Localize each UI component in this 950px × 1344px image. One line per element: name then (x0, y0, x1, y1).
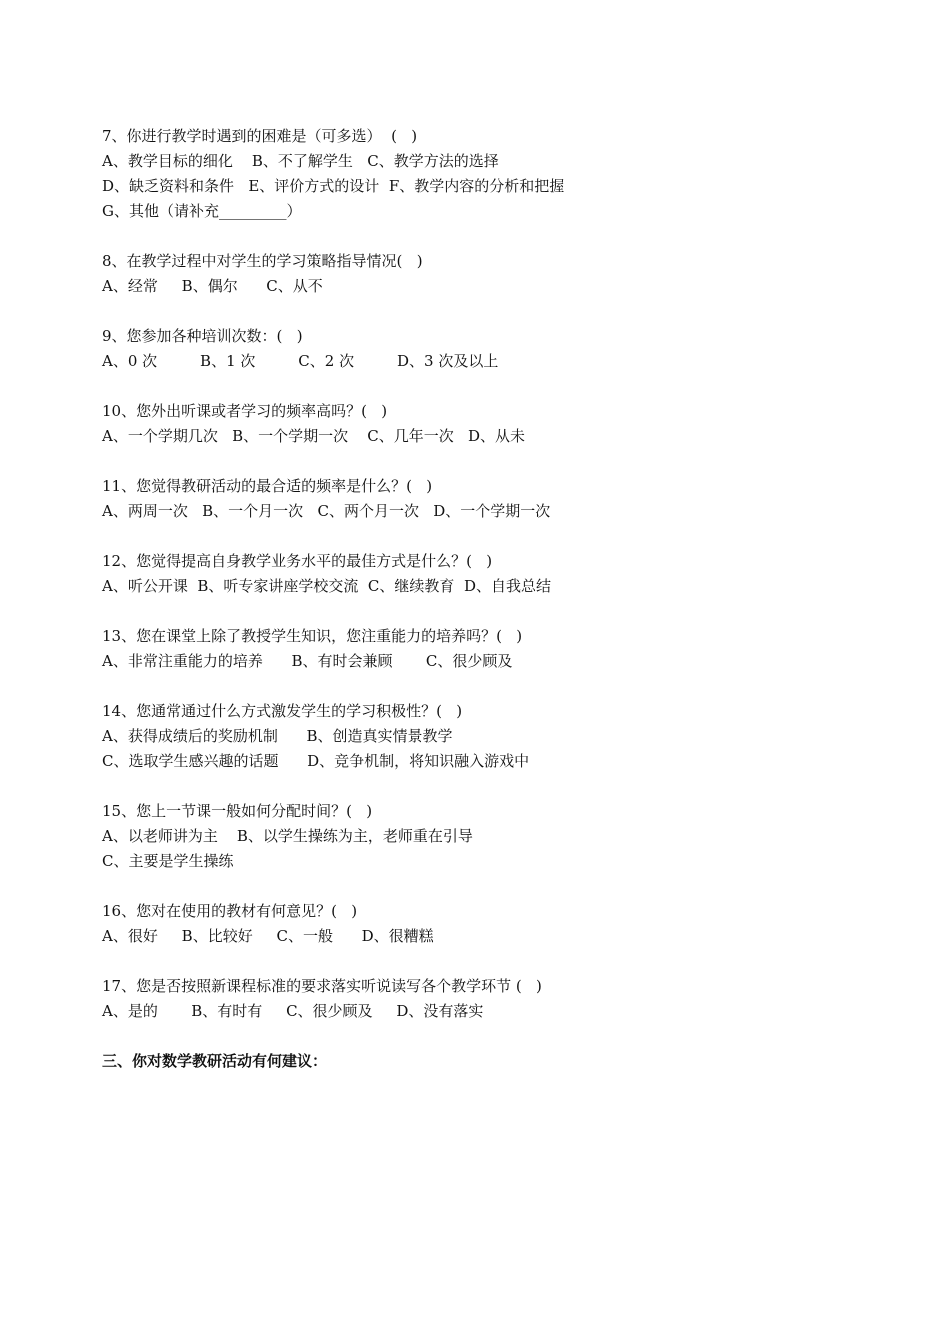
option-line: G、其他（请补充_________） (102, 202, 302, 220)
question-text: 14、您通常通过什么方式激发学生的学习积极性？( ) (102, 702, 463, 720)
question-text: 7、你进行教学时遇到的困难是（可多选） ( ) (102, 127, 418, 145)
option-line: A、两周一次 B、一个月一次 C、两个月一次 D、一个学期一次 (102, 502, 551, 520)
question-text: 10、您外出听课或者学习的频率高吗？( ) (102, 402, 388, 420)
option-line: A、非常注重能力的培养 B、有时会兼顾 C、很少顾及 (102, 652, 513, 670)
option-line: A、教学目标的细化 B、不了解学生 C、教学方法的选择 (102, 152, 499, 170)
question-9 (102, 324, 902, 374)
question-text: 9、您参加各种培训次数：( ) (102, 327, 303, 345)
question-text: 16、您对在使用的教材有何意见？( ) (102, 902, 358, 920)
option-line: A、获得成绩后的奖励机制 B、创造真实情景教学 (102, 727, 453, 745)
option-line: A、很好 B、比较好 C、一般 D、很糟糕 (102, 927, 434, 945)
option-line: A、经常 B、偶尔 C、从不 (102, 277, 323, 295)
question-16 (102, 899, 902, 949)
question-11 (102, 474, 902, 524)
questionnaire-page (102, 124, 902, 1074)
option-line: A、0 次 B、1 次 C、2 次 D、3 次及以上 (102, 352, 499, 370)
question-13 (102, 624, 902, 674)
question-10 (102, 399, 902, 449)
question-7 (102, 124, 902, 224)
option-line: C、选取学生感兴趣的话题 D、竞争机制，将知识融入游戏中 (102, 752, 530, 770)
option-line: A、以老师讲为主 B、以学生操练为主，老师重在引导 (102, 827, 473, 845)
question-text: 15、您上一节课一般如何分配时间？( ) (102, 802, 373, 820)
question-text: 13、您在课堂上除了教授学生知识，您注重能力的培养吗？( ) (102, 627, 523, 645)
question-15 (102, 799, 902, 874)
question-text: 17、您是否按照新课程标准的要求落实听说读写各个教学环节 ( ) (102, 977, 542, 995)
question-14 (102, 699, 902, 774)
question-17 (102, 974, 902, 1024)
option-line: A、一个学期几次 B、一个学期一次 C、几年一次 D、从未 (102, 427, 526, 445)
question-8 (102, 249, 902, 299)
option-line: D、缺乏资料和条件 E、评价方式的设计 F、教学内容的分析和把握 (102, 177, 565, 195)
question-text: 11、您觉得教研活动的最合适的频率是什么？( ) (102, 477, 433, 495)
question-12 (102, 549, 902, 599)
option-line: A、是的 B、有时有 C、很少顾及 D、没有落实 (102, 1002, 484, 1020)
section-title: 三、你对数学教研活动有何建议： (102, 1052, 328, 1070)
option-line: A、听公开课 B、听专家讲座学校交流 C、继续教育 D、自我总结 (102, 577, 551, 595)
question-text: 12、您觉得提高自身教学业务水平的最佳方式是什么？( ) (102, 552, 493, 570)
question-text: 8、在教学过程中对学生的学习策略指导情况( ) (102, 252, 423, 270)
option-line: C、主要是学生操练 (102, 852, 234, 870)
